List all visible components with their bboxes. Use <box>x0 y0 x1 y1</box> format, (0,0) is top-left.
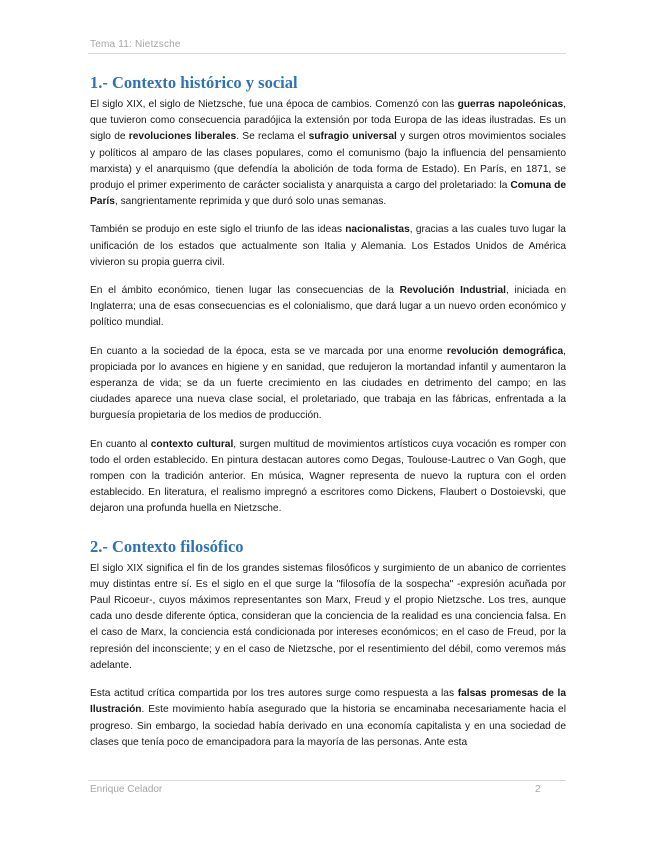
bold-term: nacionalistas <box>345 224 410 236</box>
section-heading-historical-context: 1.- Contexto histórico y social <box>90 73 298 92</box>
text-run: , propiciada por lo avances en higiene y en sanidad, que redujeron la mortandad infantil y aumentaron la esperanza de vida; se da un fuerte crecimiento en las ciudades en detrimento del campo; en las ciudades aparece una nueva clase social, el proletariado, que trabaja en las fábricas, enfrentada a la burguesía propietaria de los medios de producción. <box>90 345 566 422</box>
text-run: , que tuvieron como consecuencia paradójica la extensión por toda Europa de las ideas ilustradas. Es un siglo de <box>90 99 566 143</box>
text-run: y surgen otros movimientos sociales y políticos al amparo de las clases populares, como el comunismo (bajo la influencia del pensamiento marxista) y el anarquismo (que defendía la abolición de toda forma de Estado). En París, en 1871, se produjo el primer experimento de carácter socialista y anarquista a cargo del proletariado: la <box>90 131 566 192</box>
text-run: El siglo XIX, el siglo de Nietzsche, fue una época de cambios. Comenzó con las <box>90 99 458 110</box>
text-run: . Se reclama el <box>236 131 309 143</box>
text-run: En cuanto a la sociedad de la época, esta se ve marcada por una enorme <box>90 345 447 357</box>
footer-divider <box>88 780 566 781</box>
bold-term: Revolución Industrial <box>399 285 506 297</box>
page-content <box>90 72 566 751</box>
text-run: , sangrientamente reprimida y que duró solo unas semanas. <box>114 196 387 208</box>
paragraph <box>90 344 566 425</box>
header-divider <box>88 53 566 54</box>
bold-term: falsas promesas de la Ilustración <box>90 688 566 716</box>
text-run: , gracias a las cuales tuvo lugar la unificación de los estados que actualmente son Italia y Alemania. Los Estados Unidos de América vivieron su propia guerra civil. <box>90 224 566 268</box>
text-run: El siglo XIX significa el fin de los grandes sistemas filosóficos y surgimiento de un abanico de corrientes muy distintas entre sí. Es el siglo en el que surge la "filosofía de la sospecha" -expresión acuñada por Paul Ricoeur-, cuyos máximos representantes son Marx, Freud y el propio Nietzsche. Los tres, aunque cada uno desde diferente óptica, consideran que la conciencia de la realidad es una conciencia falsa. En el caso de Marx, la conciencia está condicionada por intereses económicos; en el caso de Freud, por la represión del inconsciente; y en el caso de Nietzsche, por el resentimiento del débil, como veremos más adelante. <box>90 562 566 671</box>
paragraph <box>90 222 566 271</box>
text-run: En el ámbito económico, tienen lugar las consecuencias de la <box>90 285 400 297</box>
paragraph <box>90 561 566 674</box>
text-run: En cuanto al <box>90 438 151 450</box>
paragraph <box>90 283 566 332</box>
bold-term: guerras napoleónicas <box>457 99 564 110</box>
footer-author: Enrique Celador <box>90 784 163 795</box>
section-heading-philosophical-context: 2.- Contexto filosófico <box>90 536 244 556</box>
page-number: 2 <box>535 784 541 795</box>
paragraph <box>90 97 566 210</box>
bold-term: revoluciones liberales <box>128 131 237 143</box>
bold-term: revolución demográfica <box>446 345 564 357</box>
text-run: . Este movimiento había asegurado que la historia se encaminaba necesariamente hacia el progreso. Sin embargo, la sociedad había derivado en una economía capitalista y en una sociedad de clases que tenía poco de emancipadora para la mayoría de las personas. Ante esta <box>90 704 566 748</box>
text-run: , surgen multitud de movimientos artísticos cuya vocación es romper con todo el orden establecido. En pintura destacan autores como Degas, Toulouse-Lautrec o Van Gogh, que rompen con la tradición anterior. En música, Wagner representa de nuevo la ruptura con el orden establecido. En literatura, el realismo impregnó a escritores como Dickens, Flaubert o Dostoievski, que dejaron una profunda huella en Nietzsche. <box>90 438 566 515</box>
bold-term: contexto cultural <box>150 438 234 450</box>
running-header: Tema 11: Nietzsche <box>90 39 181 50</box>
text-run: También se produjo en este siglo el triunfo de las ideas <box>90 224 346 236</box>
text-run: , iniciada en Inglaterra; una de esas consecuencias es el colonialismo, que dará lugar a un nuevo orden económico y político mundial. <box>90 285 566 329</box>
text-run: Esta actitud crítica compartida por los tres autores surge como respuesta a las <box>90 688 458 700</box>
bold-term: sufragio universal <box>308 131 397 143</box>
bold-term: Comuna de París <box>90 180 566 208</box>
paragraph <box>90 437 566 518</box>
paragraph <box>90 686 566 751</box>
